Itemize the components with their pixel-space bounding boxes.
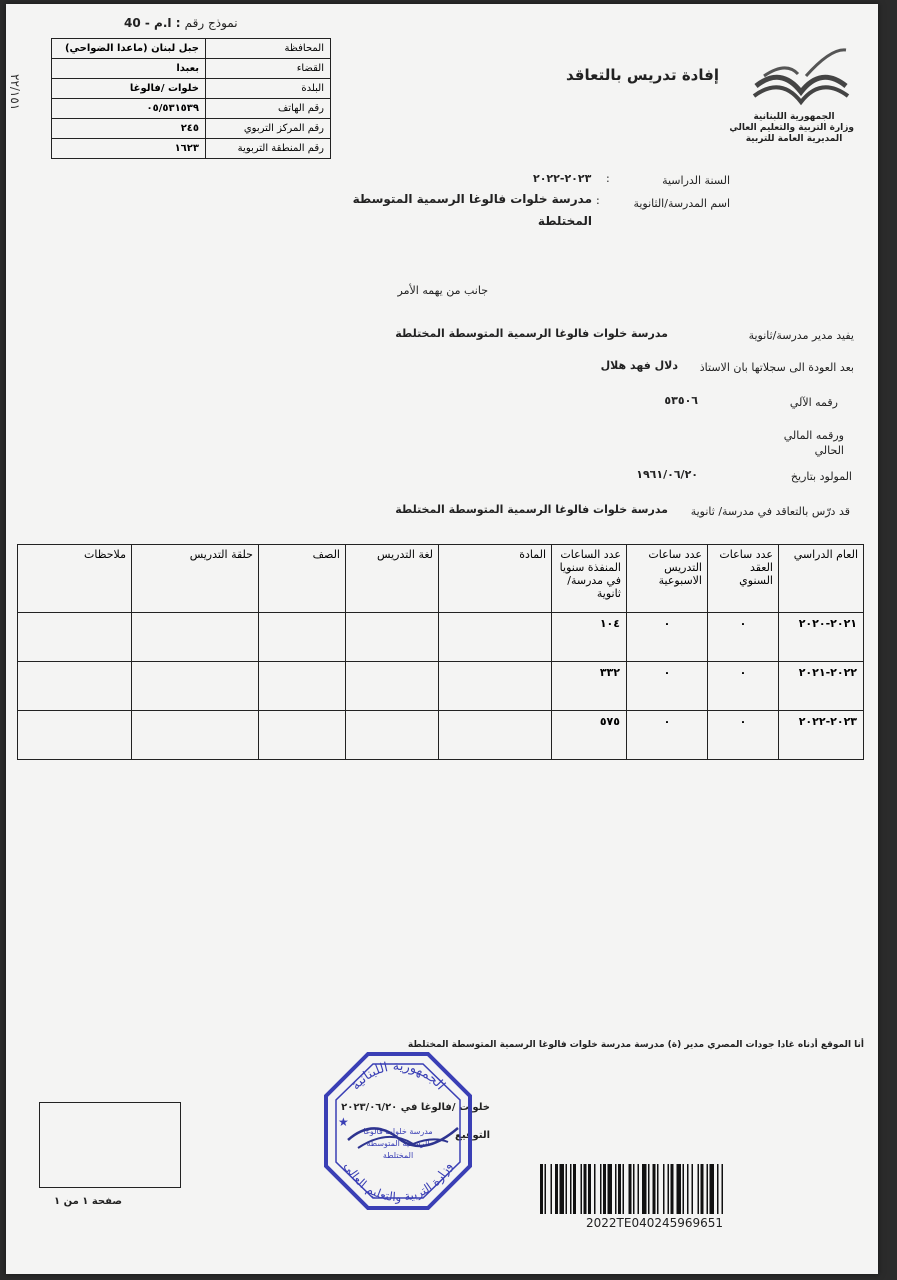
barcode-bar [710, 1164, 715, 1214]
ministry-logo [746, 46, 856, 110]
school-label: اسم المدرسة/الثانوية [633, 197, 730, 210]
column-header: عدد الساعات المنفذة سنويا في مدرسة/ثانوية [552, 545, 627, 613]
table-cell [346, 662, 439, 711]
table-cell: ٠ [708, 613, 779, 662]
official-stamp [318, 1048, 478, 1213]
info-value: بعبدا [52, 59, 206, 79]
column-header: ملاحظات [18, 545, 132, 613]
barcode-bar [584, 1164, 587, 1214]
school-value-line1: مدرسة خلوات فالوغا الرسمية المتوسطة [352, 192, 592, 206]
barcode-number: 2022TE040245969651 [586, 1216, 724, 1230]
barcode-bar [608, 1164, 613, 1214]
ministry-line: وزارة التربية والتعليم العالي [729, 123, 854, 133]
table-cell: ٠ [627, 711, 708, 760]
born-label: المولود بتاريخ [790, 470, 852, 483]
table-cell: ٠ [708, 662, 779, 711]
table-cell: ٠ [627, 613, 708, 662]
barcode-bar [717, 1164, 719, 1214]
table-cell: ٠ [627, 662, 708, 711]
table-cell [346, 711, 439, 760]
info-row [52, 79, 331, 99]
barcode-bar [594, 1164, 596, 1214]
barcode-bar [633, 1164, 635, 1214]
page-footer: صفحة ١ من ١ [54, 1196, 122, 1207]
barcode-bar [540, 1164, 543, 1214]
table-header-row [18, 545, 864, 613]
director-label: يفيد مدير مدرسة/ثانوية [748, 329, 854, 342]
barcode-bar [698, 1164, 700, 1214]
barcode-bar [603, 1164, 606, 1214]
financial-number-current: الحالي [814, 444, 844, 457]
signature-box [39, 1102, 181, 1188]
barcode-bar [615, 1164, 617, 1214]
barcode-bar [668, 1164, 670, 1214]
info-value: ٢٤٥ [52, 119, 206, 139]
table-cell [439, 662, 552, 711]
info-row [52, 99, 331, 119]
table-row [18, 711, 864, 760]
table-cell [132, 613, 259, 662]
barcode-bar [573, 1164, 576, 1214]
colon: : [606, 172, 610, 185]
barcode-bar [692, 1164, 694, 1214]
table-cell [18, 613, 132, 662]
table-cell: ٢٠٢٢-٢٠٢١ [779, 662, 864, 711]
document-page [6, 4, 878, 1274]
barcode-bar [677, 1164, 682, 1214]
info-value: خلوات /فالوغا [52, 79, 206, 99]
info-row [52, 119, 331, 139]
table-cell [259, 662, 346, 711]
barcode-bar [560, 1164, 565, 1214]
svg-text:الجمهورية اللبنانية [348, 1059, 448, 1093]
info-value: جبل لبنان (ماعدا الضواحي) [52, 39, 206, 59]
barcode-bar [551, 1164, 553, 1214]
form-number-value: ا.م - 40 [124, 16, 172, 30]
barcode-bar [648, 1164, 650, 1214]
born-value: ١٩٦١/٠٦/٢٠ [636, 468, 698, 481]
barcode-bar [623, 1164, 625, 1214]
director-school: مدرسة خلوات فالوغا الرسمية المتوسطة المختلطة [395, 327, 668, 340]
declaration-text: أنا الموقع أدناه غادا جودات المصري مدير (ة) مدرسة مدرسة خلوات فالوغا الرسمية المتوسطة المختلطة [407, 1040, 864, 1050]
table-cell: ٣٣٢ [552, 662, 627, 711]
ministry-header [729, 112, 854, 145]
table-cell [259, 613, 346, 662]
barcode-bar [722, 1164, 724, 1214]
barcode-bar [701, 1164, 704, 1214]
year-label: السنة الدراسية [662, 174, 730, 187]
barcode-bar [570, 1164, 572, 1214]
info-row [52, 139, 331, 159]
barcode-bar [618, 1164, 621, 1214]
table-cell: ١٠٤ [552, 613, 627, 662]
year-value: ٢٠٢٣-٢٠٢٢ [533, 172, 592, 185]
column-header: المادة [439, 545, 552, 613]
barcode-bar [687, 1164, 689, 1214]
taught-school: مدرسة خلوات فالوغا الرسمية المتوسطة المختلطة [395, 503, 668, 516]
form-number: نموذج رقم : ا.م - 40 [124, 16, 238, 30]
stamp-middle-text: مدرسة خلوات فالوغا [363, 1127, 433, 1136]
info-label: المحافظة [206, 39, 331, 59]
records-label: بعد العودة الى سجلاتها بان الاستاذ [699, 361, 854, 374]
table-cell [132, 662, 259, 711]
barcode-bar [707, 1164, 709, 1214]
column-header: العام الدراسي [779, 545, 864, 613]
table-cell [439, 711, 552, 760]
info-value: ٠٥/٥٣١٥٣٩ [52, 99, 206, 119]
info-label: رقم الهاتف [206, 99, 331, 119]
table-cell: ٠ [708, 711, 779, 760]
signature-label: التوقيع [455, 1130, 490, 1141]
table-cell [439, 613, 552, 662]
info-row [52, 59, 331, 79]
star-icon: ★ [338, 1115, 349, 1129]
ministry-line: المديرية العامة للتربية [745, 134, 843, 144]
table-row [18, 613, 864, 662]
taught-label: قد درّس بالتعاقد في مدرسة/ ثانوية [690, 505, 850, 518]
column-header: لغة التدريس [346, 545, 439, 613]
barcode-bar [663, 1164, 665, 1214]
stamp-middle-text: الرسمية المتوسطة [366, 1139, 430, 1148]
barcode-bar [657, 1164, 659, 1214]
barcode-bar [683, 1164, 685, 1214]
info-label: القضاء [206, 59, 331, 79]
barcode-bar [545, 1164, 547, 1214]
teacher-name: دلال فهد هلال [600, 359, 678, 372]
place-date: خلوات /فالوغا في ٢٠٢٣/٠٦/٢٠ [341, 1102, 490, 1113]
addressee: جانب من يهمه الأمر [397, 284, 488, 297]
info-row [52, 39, 331, 59]
school-value-line2: المختلطة [537, 214, 592, 228]
barcode-bar [600, 1164, 602, 1214]
barcode-bar [555, 1164, 558, 1214]
teaching-hours-table [17, 544, 864, 760]
info-label: البلدة [206, 79, 331, 99]
auto-number-value: ٥٣٥٠٦ [664, 394, 698, 407]
barcode-bar [671, 1164, 674, 1214]
table-cell: ٢٠٢٣-٢٠٢٢ [779, 711, 864, 760]
auto-number-label: رقمه الآلي [789, 396, 838, 409]
school-info-table [51, 38, 331, 159]
stamp-middle-text: المختلطة [382, 1151, 414, 1160]
barcode-bar [581, 1164, 583, 1214]
column-header: عدد ساعات العقد السنوي [708, 545, 779, 613]
barcode [538, 1164, 793, 1214]
table-cell [18, 711, 132, 760]
barcode-bar [653, 1164, 656, 1214]
column-header: حلقة التدريس [132, 545, 259, 613]
barcode-bar [588, 1164, 591, 1214]
document-title: إفادة تدريس بالتعاقد [566, 66, 719, 84]
info-label: رقم المنطقة التربوية [206, 139, 331, 159]
table-cell: ٢٠٢١-٢٠٢٠ [779, 613, 864, 662]
form-number-label: نموذج رقم [184, 16, 238, 30]
ministry-line: الجمهورية اللبنانية [753, 112, 835, 122]
colon: : [596, 194, 600, 207]
info-value: ١٦٢٣ [52, 139, 206, 159]
barcode-bar [638, 1164, 640, 1214]
column-header: عدد ساعات التدريس الاسبوعية [627, 545, 708, 613]
barcode-bar [566, 1164, 568, 1214]
table-cell [346, 613, 439, 662]
margin-note: ٢٢/١٥١ [8, 74, 22, 111]
table-row [18, 662, 864, 711]
table-cell [18, 662, 132, 711]
table-cell [259, 711, 346, 760]
financial-number-label: ورقمه المالي [783, 429, 844, 442]
barcode-bar [629, 1164, 632, 1214]
stamp-top-text: الجمهورية اللبنانية [348, 1058, 448, 1094]
stamp-bottom-text: وزارة التربية والتعليم العالي [341, 1159, 455, 1205]
info-label: رقم المركز التربوي [206, 119, 331, 139]
table-cell: ٥٧٥ [552, 711, 627, 760]
column-header: الصف [259, 545, 346, 613]
barcode-bar [642, 1164, 647, 1214]
table-cell [132, 711, 259, 760]
